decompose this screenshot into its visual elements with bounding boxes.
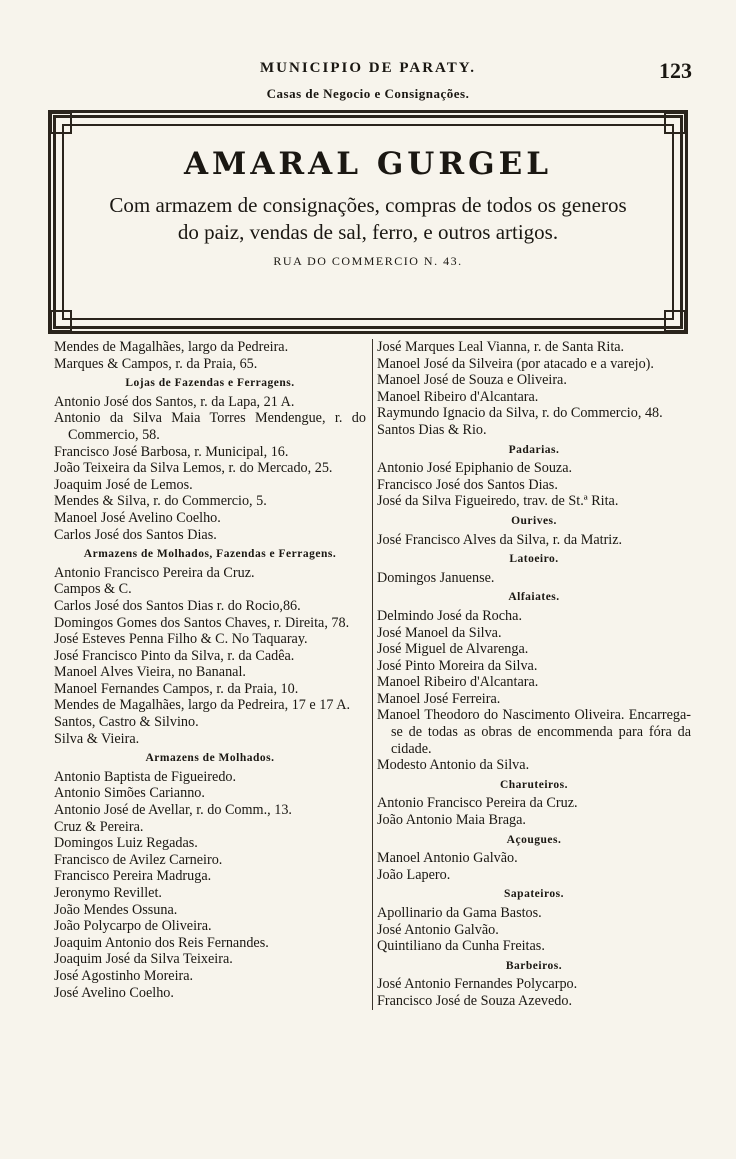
directory-entry: Francisco de Avilez Carneiro. bbox=[54, 851, 223, 868]
directory-entry: Santos Dias & Rio. bbox=[377, 421, 487, 438]
directory-entry: Mendes de Magalhães, largo da Pedreira, 17 e 17 A. bbox=[54, 697, 351, 714]
directory-entry: Manoel José Ferreira. bbox=[377, 690, 501, 707]
category-heading: Lojas de Fazendas e Ferragens. bbox=[125, 377, 295, 390]
ornament-corner-icon bbox=[664, 310, 686, 332]
directory-entry: João Lapero. bbox=[377, 866, 451, 883]
left-column bbox=[54, 339, 366, 1001]
directory-entry: José Francisco Alves da Silva, r. da Matriz. bbox=[377, 531, 623, 548]
directory-entry: Antonio José dos Santos, r. da Lapa, 21 A. bbox=[54, 393, 295, 410]
directory-entry: Jeronymo Revillet. bbox=[54, 885, 162, 901]
directory-entry: Cruz & Pereira. bbox=[54, 818, 144, 835]
right-column bbox=[372, 339, 691, 1010]
section-subtitle: Casas de Negocio e Consignações. bbox=[266, 86, 470, 101]
directory-entry: Francisco Pereira Madruga. bbox=[54, 868, 212, 885]
directory-entry: José da Silva Figueiredo, trav. de St.ª Rita. bbox=[377, 493, 619, 510]
directory-entry: Marques & Campos, r. da Praia, 65. bbox=[54, 355, 258, 372]
directory-entry: Antonio Francisco Pereira da Cruz. bbox=[377, 795, 578, 812]
directory-entry: Raymundo Ignacio da Silva, r. do Commercio, 48. bbox=[377, 405, 663, 422]
directory-entry: Domingos Januense. bbox=[377, 569, 495, 586]
directory-entry: João Polycarpo de Oliveira. bbox=[54, 918, 212, 935]
directory-entry: José Miguel de Alvarenga. bbox=[377, 641, 529, 658]
category-heading: Latoeiro. bbox=[509, 553, 559, 566]
directory-entry: José Esteves Penna Filho & C. No Taquaray. bbox=[54, 631, 308, 648]
ornament-corner-icon bbox=[664, 112, 686, 134]
directory-entry: Manoel José da Silveira (por atacado e a varejo). bbox=[377, 355, 654, 372]
directory-entry: Antonio da Silva Maia Torres Mendengue, r. do Commercio, 58. bbox=[54, 410, 366, 443]
advertisement-address: RUA DO COMMERCIO N. 43. bbox=[273, 254, 463, 268]
directory-entry: Joaquim José de Lemos. bbox=[54, 476, 193, 493]
directory-entry: Santos, Castro & Silvino. bbox=[54, 714, 199, 731]
directory-entry: Joaquim Antonio dos Reis Fernandes. bbox=[54, 934, 269, 951]
directory-entry: José Antonio Galvão. bbox=[377, 921, 499, 938]
directory-entry: Domingos Luiz Regadas. bbox=[54, 835, 198, 852]
directory-entry: Manoel Antonio Galvão. bbox=[377, 850, 518, 867]
advertisement-box bbox=[48, 110, 688, 334]
page-running-title: MUNICIPIO DE PARATY. bbox=[260, 60, 476, 76]
directory-entry: Carlos José dos Santos Dias. bbox=[54, 526, 217, 543]
directory-entry: Mendes & Silva, r. do Commercio, 5. bbox=[54, 493, 267, 510]
category-heading: Armazens de Molhados. bbox=[145, 752, 275, 765]
directory-entry: Francisco José de Souza Azevedo. bbox=[377, 992, 573, 1009]
category-heading: Charuteiros. bbox=[499, 778, 569, 791]
directory-entry: Delmindo José da Rocha. bbox=[377, 607, 522, 624]
category-heading: Ourives. bbox=[511, 514, 557, 527]
directory-entry: Antonio Simões Carianno. bbox=[54, 785, 205, 802]
category-heading: Padarias. bbox=[508, 443, 560, 456]
directory-entry: José Pinto Moreira da Silva. bbox=[377, 657, 538, 674]
directory-entry: José Marques Leal Vianna, r. de Santa Rita. bbox=[377, 339, 625, 355]
directory-entry: Antonio José Epiphanio de Souza. bbox=[377, 460, 573, 477]
category-heading: Sapateiros. bbox=[504, 888, 564, 901]
category-heading: Alfaiates. bbox=[508, 591, 560, 604]
directory-entry: Campos & C. bbox=[54, 581, 132, 598]
directory-entry: Domingos Gomes dos Santos Chaves, r. Direita, 78. bbox=[54, 614, 350, 631]
directory-entry: Joaquim José da Silva Teixeira. bbox=[54, 951, 233, 968]
directory-entry: Manoel Theodoro do Nascimento Oliveira. Encarrega-se de todas as obras de encommenda para fóra da cidade. bbox=[377, 707, 691, 757]
directory-entry: Francisco José dos Santos Dias. bbox=[377, 476, 558, 493]
ornament-corner-icon bbox=[50, 112, 72, 134]
directory-entry: Mendes de Magalhães, largo da Pedreira. bbox=[54, 339, 289, 355]
directory-entry: Manoel Fernandes Campos, r. da Praia, 10. bbox=[54, 680, 299, 697]
directory-entry: Antonio Baptista de Figueiredo. bbox=[54, 768, 237, 785]
directory-entry: Manoel José Avelino Coelho. bbox=[54, 509, 221, 526]
directory-entry: Silva & Vieira. bbox=[54, 730, 140, 747]
directory-entry: João Mendes Ossuna. bbox=[54, 901, 178, 918]
category-heading: Armazens de Molhados, Fazendas e Ferragens. bbox=[83, 548, 337, 561]
advertisement-name: AMARAL GURGEL bbox=[184, 146, 552, 182]
category-heading: Barbeiros. bbox=[505, 959, 563, 972]
directory-entry: João Teixeira da Silva Lemos, r. do Mercado, 25. bbox=[54, 460, 333, 477]
directory-entry: Quintiliano da Cunha Freitas. bbox=[377, 938, 545, 955]
category-heading: Açougues. bbox=[506, 833, 562, 846]
page-number: 123 bbox=[659, 58, 692, 83]
directory-entry: José Agostinho Moreira. bbox=[54, 967, 194, 984]
ornament-corner-icon bbox=[50, 310, 72, 332]
directory-entry: Manoel José de Souza e Oliveira. bbox=[377, 372, 567, 389]
directory-entry: José Antonio Fernandes Polycarpo. bbox=[377, 976, 578, 993]
directory-entry: Manoel Alves Vieira, no Bananal. bbox=[54, 664, 246, 681]
directory-entry: Modesto Antonio da Silva. bbox=[377, 757, 530, 774]
directory-entry: Apollinario da Gama Bastos. bbox=[377, 905, 542, 921]
directory-entry: Manoel Ribeiro d'Alcantara. bbox=[377, 388, 539, 405]
directory-entry: José Avelino Coelho. bbox=[54, 984, 174, 1001]
directory-entry: Antonio José de Avellar, r. do Comm., 13. bbox=[54, 802, 292, 819]
directory-entry: João Antonio Maia Braga. bbox=[377, 812, 526, 829]
directory-entry: José Manoel da Silva. bbox=[377, 624, 502, 641]
directory-entry: Antonio Francisco Pereira da Cruz. bbox=[54, 564, 255, 581]
advertisement-line-1: Com armazem de consignações, compras de todos os generos bbox=[109, 193, 627, 217]
advertisement-line-2: do paiz, vendas de sal, ferro, e outros artigos. bbox=[177, 220, 559, 244]
directory-entry: Manoel Ribeiro d'Alcantara. bbox=[377, 674, 539, 691]
directory-entry: José Francisco Pinto da Silva, r. da Cadêa. bbox=[54, 647, 295, 664]
directory-entry: Francisco José Barbosa, r. Municipal, 16. bbox=[54, 443, 289, 460]
directory-entry: Carlos José dos Santos Dias r. do Rocio,86. bbox=[54, 597, 301, 614]
